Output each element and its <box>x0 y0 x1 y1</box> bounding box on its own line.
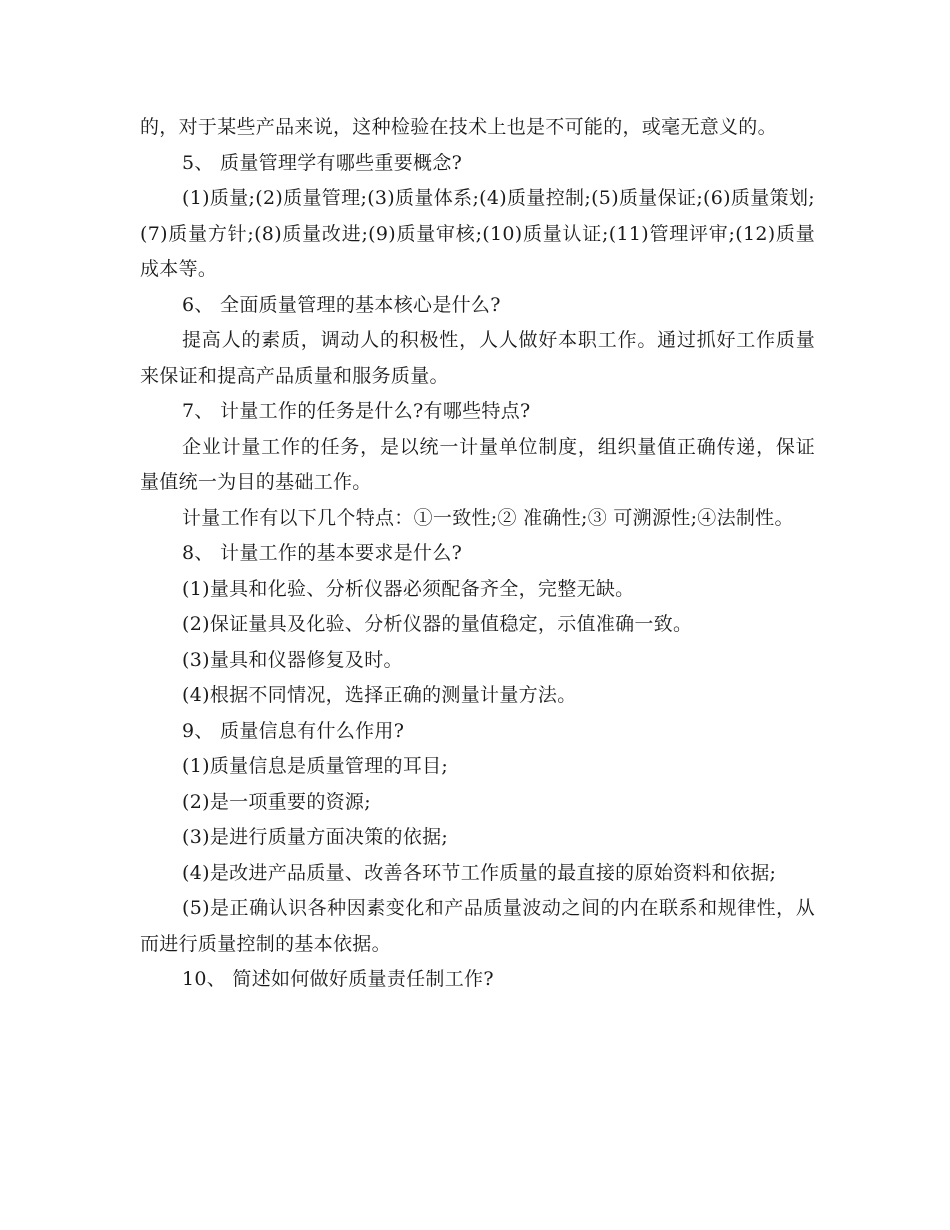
answer-9-item-3: (3)是进行质量方面决策的依据; <box>182 826 449 848</box>
answer-9-item-5: (5)是正确认识各种因素变化和产品质量波动之间的内在联系和规律性，从而进行质量控制的基本依据。 <box>140 897 815 955</box>
answer-8-item-2: (2)保证量具及化验、分析仪器的量值稳定，示值准确一致。 <box>182 613 693 635</box>
answer-9-item-2: (2)是一项重要的资源; <box>182 790 371 813</box>
question-9-heading: 9、 质量信息有什么作用? <box>182 719 405 742</box>
question-5-heading: 5、 质量管理学有哪些重要概念? <box>182 151 463 174</box>
question-8-heading: 8、 计量工作的基本要求是什么? <box>182 542 463 564</box>
question-7-heading: 7、 计量工作的任务是什么?有哪些特点? <box>182 400 531 422</box>
question-6-heading: 6、 全面质量管理的基本核心是什么? <box>182 293 501 316</box>
answer-7-task: 企业计量工作的任务，是以统一计量单位制度，组织量值正确传递，保证量值统一为目的基础工作。 <box>140 435 815 493</box>
answer-8-item-3: (3)量具和仪器修复及时。 <box>182 648 403 671</box>
answer-9-item-4: (4)是改进产品质量、改善各环节工作质量的最直接的原始资料和依据; <box>182 861 777 884</box>
answer-6: 提高人的素质，调动人的积极性，人人做好本职工作。通过抓好工作质量来保证和提高产品质量和服务质量。 <box>140 329 815 387</box>
answer-8-item-4: (4)根据不同情况，选择正确的测量计量方法。 <box>182 684 577 706</box>
answer-9-item-1: (1)质量信息是质量管理的耳目; <box>182 755 449 777</box>
question-10-heading: 10、 简述如何做好质量责任制工作? <box>182 968 494 990</box>
paragraph-continuation: 的，对于某些产品来说，这种检验在技术上也是不可能的，或毫无意义的。 <box>140 116 777 138</box>
document-body <box>140 110 815 998</box>
answer-7-features: 计量工作有以下几个特点：①一致性;② 准确性;③ 可溯源性;④法制性。 <box>182 506 794 529</box>
answer-8-item-1: (1)量具和化验、分析仪器必须配备齐全，完整无缺。 <box>182 577 635 600</box>
answer-5-concepts: (1)质量;(2)质量管理;(3)质量体系;(4)质量控制;(5)质量保证;(6)质量策划;(7)质量方针;(8)质量改进;(9)质量审核;(10)质量认证;(11)管理评审;(12)质量成本等。 <box>140 187 815 280</box>
